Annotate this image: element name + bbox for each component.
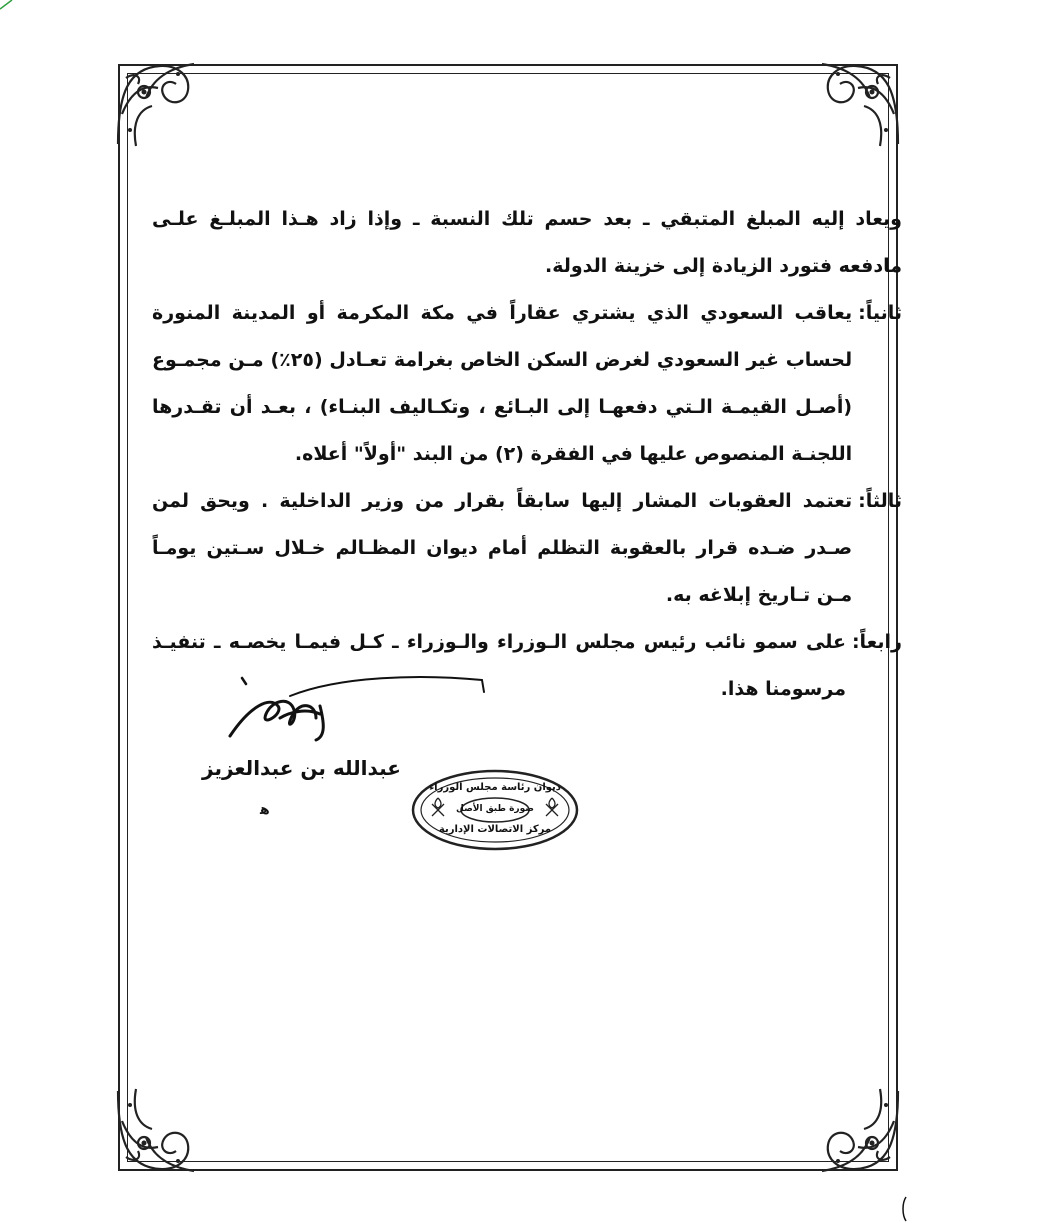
corner-ornament-top-right <box>812 54 908 150</box>
seal-bottom-text: مركز الاتصالات الإدارية <box>438 824 552 835</box>
article-text: على سمو نائب رئيس مجلس الـوزراء والـوزراء ـ كـل فيمـا يخصـه ـ تنفيـذ مرسومنا هذا. <box>152 631 846 700</box>
signature-mark: ﻫ <box>260 802 270 818</box>
signatory-name: عبدالله بن عبدالعزيز <box>202 756 401 780</box>
decree-body <box>152 196 902 713</box>
article-third <box>152 478 902 619</box>
article-label: ثالثاً: <box>858 490 902 512</box>
corner-green-mark <box>0 0 14 10</box>
article-text: يعاقب السعودي الذي يشتري عقاراً في مكة المكرمة أو المدينة المنورة لحساب غير السعودي لغرض السكن الخاص بغرامة تعـادل (٢٥٪) مـن مجمـوع (أصـل القيمـة الـتي دفعهـا إلى البـائع ، وتكـاليف البنـاء) ، بعـد أن تقـدرها اللجنـة المنصوص عليها في الفقرة (٢) من البند "أولاً" أعلاه. <box>152 302 853 465</box>
corner-ornament-top-left <box>108 54 204 150</box>
corner-ornament-bottom-right <box>812 1085 908 1181</box>
official-seal <box>410 768 580 852</box>
seal-top-text: ديوان رئاسة مجلس الوزراء <box>429 782 561 793</box>
article-label: ثانياً: <box>858 302 902 324</box>
page-corner-mark <box>898 1195 914 1223</box>
article-second <box>152 290 902 478</box>
continuation-paragraph: ويعاد إليه المبلغ المتبقي ـ بعد حسم تلك النسبة ـ وإذا زاد هـذا المبلـغ علـى مادفعه فتورد الزيادة إلى خزينة الدولة. <box>152 208 902 277</box>
article-label: رابعاً: <box>851 631 902 653</box>
corner-ornament-bottom-left <box>108 1085 204 1181</box>
seal-middle-text: صورة طبق الأصل <box>456 804 534 814</box>
article-text: تعتمد العقوبات المشار إليها سابقاً بقرار من وزير الداخلية . ويحق لمن صـدر ضـده قرار بالعقوبة التظلم أمام ديوان المظـالم خـلال سـتين يومـاً مـن تـاريخ إبلاغه به. <box>152 490 853 606</box>
